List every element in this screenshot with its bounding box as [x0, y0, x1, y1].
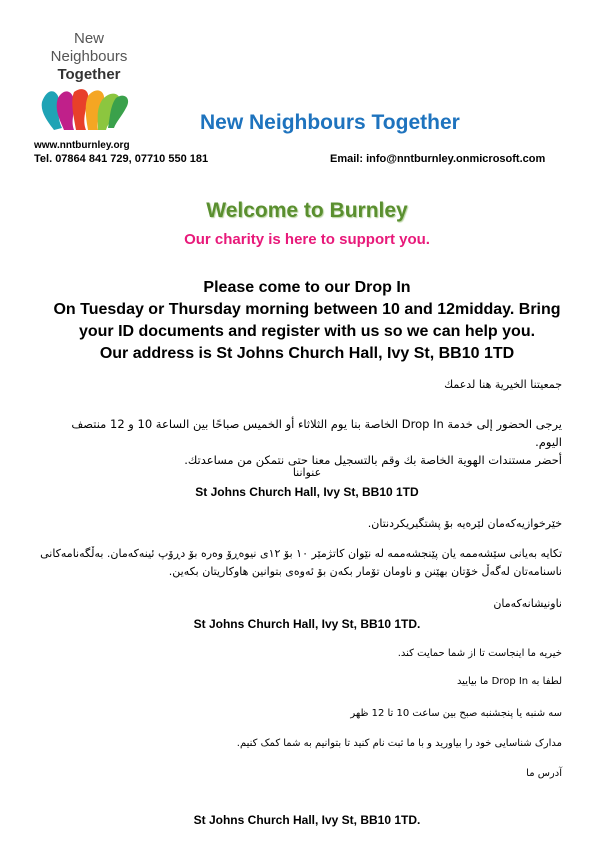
arabic-intro: جمعيتنا الخيرية هنا لدعمك	[444, 378, 562, 391]
persian-line-4: مدارک شناسایی خود را بیاورید و با ما ثبت نام کنید تا بتوانیم به شما کمک کنیم.	[236, 738, 562, 749]
drop-in-line-2: On Tuesday or Thursday morning between 10 and 12midday. Bring	[53, 301, 561, 318]
hands-logo-icon	[36, 82, 132, 132]
persian-address: St Johns Church Hall, Ivy St, BB10 1TD.	[193, 813, 421, 827]
arabic-address-label: عنواننا	[292, 466, 322, 479]
drop-in-line-3: your ID documents and register with us so we can help you.	[78, 323, 536, 340]
kurdish-body-line-1: تکایە بەیانی سێشەممە یان پێنجشەممە لە نێوان کاتژمێر ١٠ بۆ ١٢ی نیوەڕۆ وەرە بۆ دڕۆپ ئینەکەمان. بەڵگەنامەکانی	[40, 547, 562, 560]
arabic-address: St Johns Church Hall, Ivy St, BB10 1TD	[195, 485, 419, 499]
phone-numbers: Tel. 07864 841 729, 07710 550 181	[34, 153, 209, 165]
logo-line-2: Neighbours	[50, 48, 128, 65]
org-title: New Neighbours Together	[200, 111, 460, 134]
kurdish-address-label: ناونیشانەکەمان	[493, 597, 562, 610]
logo-line-3: Together	[57, 66, 121, 83]
logo-text	[34, 30, 144, 84]
kurdish-body-line-2: ناسنامەتان لەگەڵ خۆتان بهێنن و ناومان تۆمار بکەن بۆ ئەوەی بتوانین هاوکاریتان بکەین.	[168, 565, 562, 578]
website-link[interactable]: www.nntburnley.org	[34, 140, 130, 151]
kurdish-intro: خێرخوازیەکەمان لێرەیە بۆ پشتگیریکردنتان.	[367, 517, 562, 530]
persian-line-2: لطفا به Drop In ما بیایید	[456, 676, 562, 687]
email-address[interactable]: Email: info@nntburnley.onmicrosoft.com	[330, 153, 546, 165]
kurdish-body	[32, 545, 562, 581]
kurdish-address: St Johns Church Hall, Ivy St, BB10 1TD.	[193, 617, 421, 631]
persian-intro: خیریه ما اینجاست تا از شما حمایت کند.	[397, 648, 562, 659]
arabic-body-line-1: يرجى الحضور إلى خدمة Drop In الخاصة بنا يوم الثلاثاء أو الخميس صباحًا بين الساعة 10 و 12 منتصف اليوم.	[71, 417, 562, 449]
persian-line-3: سه شنبه یا پنجشنبه صبح بین ساعت 10 تا 12 ظهر	[350, 708, 562, 719]
drop-in-line-1: Please come to our Drop In	[203, 279, 411, 296]
drop-in-info	[20, 277, 594, 365]
arabic-body	[42, 415, 562, 469]
welcome-heading: Welcome to Burnley	[206, 199, 408, 222]
logo-line-1: New	[73, 30, 104, 47]
drop-in-line-4: Our address is St Johns Church Hall, Ivy St, BB10 1TD	[99, 345, 515, 362]
persian-address-label: آدرس ما	[526, 768, 562, 779]
support-subheading: Our charity is here to support you.	[184, 231, 430, 248]
arabic-body-line-2: أحضر مستندات الهوية الخاصة بك وقم بالتسجيل معنا حتى نتمكن من مساعدتك.	[184, 453, 562, 467]
